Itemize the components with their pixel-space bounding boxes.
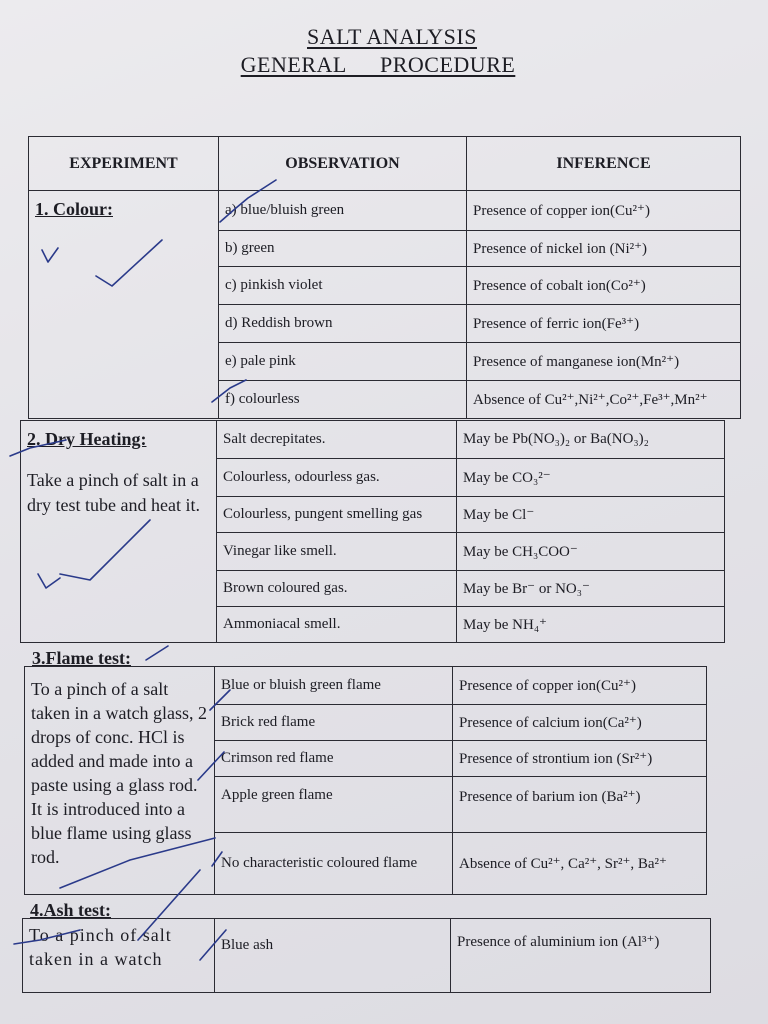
observation-cell: a) blue/bluish green — [219, 191, 467, 231]
observation-cell: c) pinkish violet — [219, 267, 467, 305]
flame-test-heading: 3.Flame test: — [32, 648, 131, 668]
experiment-cell — [29, 191, 219, 419]
observation-cell: Salt decrepitates. — [217, 421, 457, 459]
inference-cell: May be NH₄⁺ — [457, 607, 725, 643]
observation-cell: Apple green flame — [215, 777, 453, 833]
inference-cell: Presence of barium ion (Ba²⁺) — [453, 777, 707, 833]
dry-heating-table — [20, 420, 725, 643]
inference-cell: May be CO₃²⁻ — [457, 459, 725, 497]
header-experiment: EXPERIMENT — [29, 137, 219, 191]
header-observation: OBSERVATION — [219, 137, 467, 191]
observation-cell: Colourless, pungent smelling gas — [217, 497, 457, 533]
inference-cell: May be Pb(NO₃)₂ or Ba(NO₃)₂ — [457, 421, 725, 459]
observation-cell: Vinegar like smell. — [217, 533, 457, 571]
ash-test-table — [22, 918, 711, 993]
observation-cell: d) Reddish brown — [219, 305, 467, 343]
inference-cell: Presence of calcium ion(Ca²⁺) — [453, 705, 707, 741]
document-subtitle: GENERAL PROCEDURE — [240, 52, 516, 77]
inference-cell: Presence of copper ion(Cu²⁺) — [467, 191, 741, 231]
tick-mark — [146, 646, 168, 660]
observation-cell: Colourless, odourless gas. — [217, 459, 457, 497]
observation-cell: Brick red flame — [215, 705, 453, 741]
observation-cell: Brown coloured gas. — [217, 571, 457, 607]
inference-cell: Presence of copper ion(Cu²⁺) — [453, 667, 707, 705]
observation-cell: No characteristic coloured flame — [215, 833, 453, 895]
observation-cell: e) pale pink — [219, 343, 467, 381]
inference-cell: Absence of Cu²⁺, Ca²⁺, Sr²⁺, Ba²⁺ — [453, 833, 707, 895]
inference-cell: May be Br⁻ or NO₃⁻ — [457, 571, 725, 607]
inference-cell: May be Cl⁻ — [457, 497, 725, 533]
inference-cell: Presence of manganese ion(Mn²⁺) — [467, 343, 741, 381]
colour-table — [28, 136, 741, 419]
header-inference: INFERENCE — [467, 137, 741, 191]
experiment-cell — [21, 421, 217, 643]
section-heading: 2. Dry Heating: — [27, 429, 147, 449]
section-heading: 1. Colour: — [35, 199, 113, 219]
inference-cell: Presence of nickel ion (Ni²⁺) — [467, 231, 741, 267]
procedure-text: Take a pinch of salt in a dry test tube and heat it. — [27, 470, 200, 515]
flame-test-table — [24, 666, 707, 895]
inference-cell: Presence of cobalt ion(Co²⁺) — [467, 267, 741, 305]
inference-cell: Presence of strontium ion (Sr²⁺) — [453, 741, 707, 777]
inference-cell: Absence of Cu²⁺,Ni²⁺,Co²⁺,Fe³⁺,Mn²⁺ — [467, 381, 741, 419]
observation-cell: Blue or bluish green flame — [215, 667, 453, 705]
procedure-text: To a pinch of a salt taken in a watch glass, 2 drops of conc. HCl is added and made into a paste using a glass rod. It is introduced into a blue flame using glass rod. — [25, 667, 215, 895]
inference-cell: Presence of ferric ion(Fe³⁺) — [467, 305, 741, 343]
document-title: SALT ANALYSIS — [307, 24, 477, 49]
observation-cell: Crimson red flame — [215, 741, 453, 777]
inference-cell: Presence of aluminium ion (Al³⁺) — [451, 919, 711, 993]
observation-cell: b) green — [219, 231, 467, 267]
observation-cell: f) colourless — [219, 381, 467, 419]
inference-cell: May be CH₃COO⁻ — [457, 533, 725, 571]
procedure-text: To a pinch of salt taken in a watch — [23, 919, 215, 993]
ash-test-heading: 4.Ash test: — [30, 900, 111, 920]
observation-cell: Ammoniacal smell. — [217, 607, 457, 643]
observation-cell: Blue ash — [215, 919, 451, 993]
